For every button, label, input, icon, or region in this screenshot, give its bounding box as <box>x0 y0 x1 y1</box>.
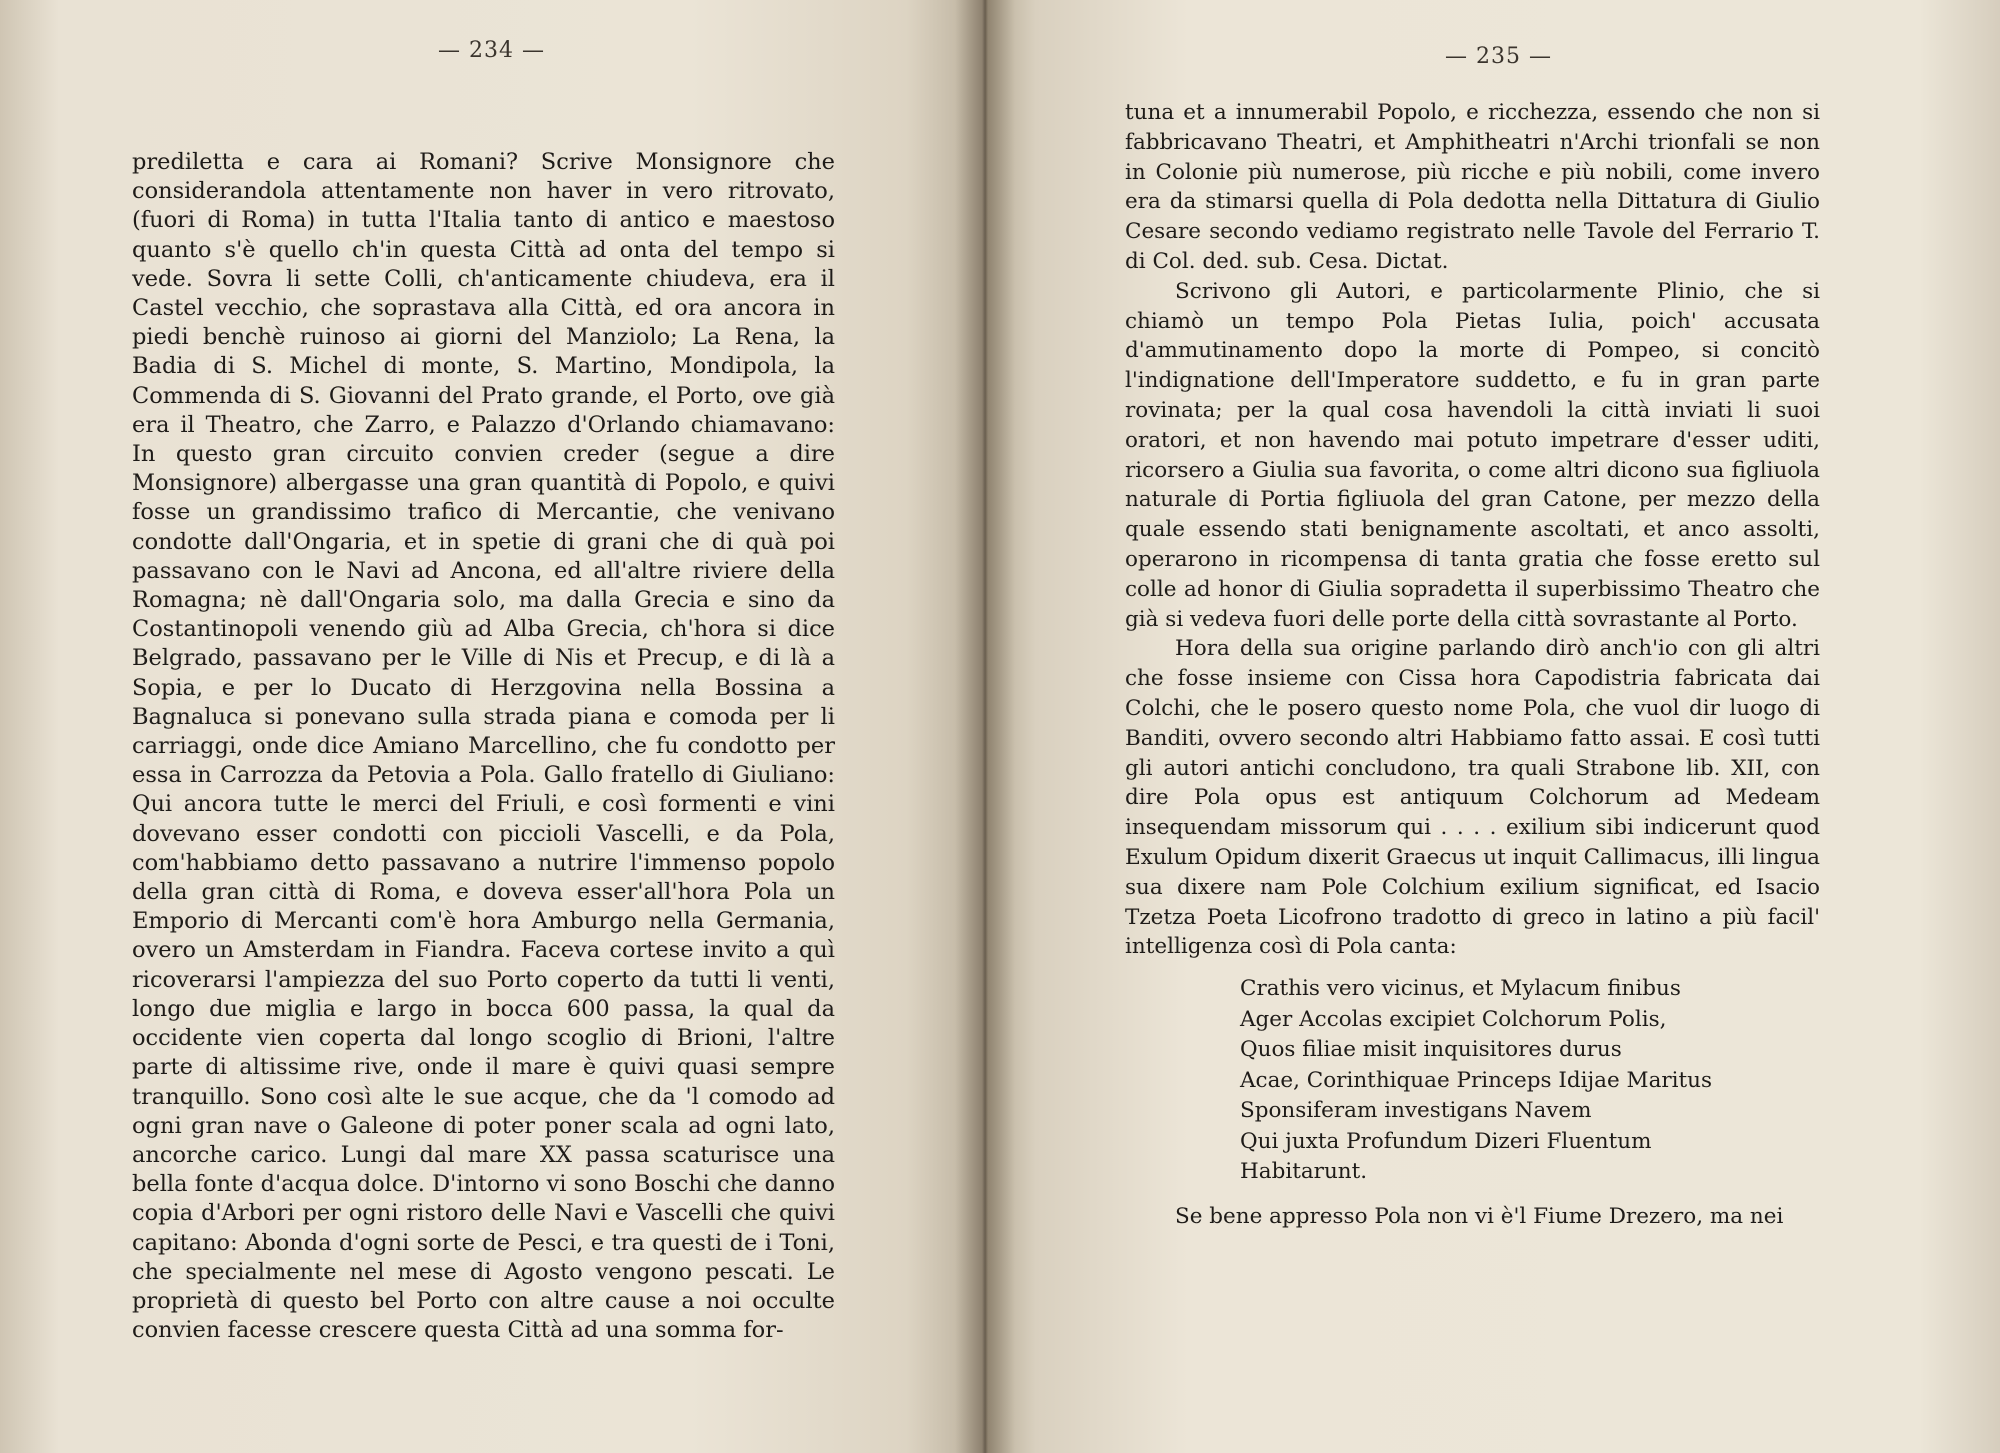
verse-line: Sponsiferam investigans Navem <box>1240 1098 1592 1124</box>
verse-line: Quos filiae misit inquisitores durus <box>1240 1037 1622 1063</box>
verse-line: Ager Accolas excipiet Colchorum Polis, <box>1240 1006 1667 1032</box>
verse-line: Acae, Corinthiquae Princeps Idijae Maritus <box>1240 1067 1713 1093</box>
left-page <box>0 0 985 1453</box>
page-number: — 235 — <box>1445 44 1552 69</box>
right-page <box>985 0 2000 1453</box>
page-text <box>132 148 835 1345</box>
verse-line: Qui juxta Profundum Dizeri Fluentum <box>1240 1128 1652 1154</box>
paragraph: tuna et a innumerabil Popolo, e ricchezza, essendo che non si fabbricavano Theatri, et Amphitheatri n'Archi trionfali se non in Colonie più numerose, più ricche e più nobili, come invero era da stimarsi quella di Pola dedotta nella Dittatura di Giulio Cesare secondo vediamo registrato nelle Tavole del Ferrario T. di Col. ded. sub. Cesa. Dictat. <box>1125 100 1820 274</box>
verse-quotation <box>1240 974 1820 1188</box>
paragraph: prediletta e cara ai Romani? Scrive Monsignore che considerandola attentamente non haver in vero ritrovato, (fuori di Roma) in tutta l'Italia tanto di antico e maestoso quanto s'è quello ch'in questa Città ad onta del tempo si vede. Sovra li sette Colli, ch'anticamente chiudeva, era il Castel vecchio, che soprastava alla Città, ed ora ancora in piedi benchè ruinoso ai giorni del Manziolo; La Rena, la Badia di S. Michel di monte, S. Martino, Mondipola, la Commenda di S. Giovanni del Prato grande, el Porto, ove già era il Theatro, che Zarro, e Palazzo d'Orlando chiamavano: In questo gran circuito convien creder (segue a dire Monsignore) albergasse una gran quantità di Popolo, e quivi fosse un grandissimo trafico di Mercantie, che venivano condotte dall'Ongaria, et in spetie di grani che di quà poi passavano con le Navi ad Ancona, ed all'altre riviere della Romagna; nè dall'Ongaria solo, ma dalla Grecia e sino da Costantinopoli venendo giù ad Alba Grecia, ch'hora si dice Belgrado, passavano per le Ville di Nis et Precup, e di là a Sopia, e per lo Ducato di Herzgovina nella Bossina a Bagnaluca si ponevano sulla strada piana e comoda per li carriaggi, onde dice Amiano Marcellino, che fu condotto per essa in Carrozza da Petovia a Pola. Gallo fratello di Giuliano: Qui ancora tutte le merci del Friuli, e così formenti e vini dovevano esser condotti con piccioli Vascelli, e da Pola, com'habbiamo detto passavano a nutrire l'immenso popolo della gran città di Roma, e doveva esser'all'hora Pola un Emporio di Mercanti com'è hora Amburgo nella Germania, overo un Amsterdam in Fiandra. Faceva cortese invito a quì ricoverarsi l'ampiezza del suo Porto coperto da tutti li venti, longo due miglia e largo in bocca 600 passa, la qual da occidente vien coperta dal longo scoglio di Brioni, l'altre parte di altissime rive, onde il mare è quivi quasi sempre tranquillo. Sono così alte le sue acque, che da 'l comodo ad ogni gran nave o Galeone di poter poner scala ad ogni lato, ancorche carico. Lungi dal mare XX passa scaturisce una bella fonte d'acqua dolce. D'intorno vi sono Boschi che danno copia d'Arbori per ogni ristoro delle Navi e Vascelli che quivi capitano: Abonda d'ogni sorte de Pesci, e tra questi de i Toni, che specialmente nel mese di Agosto vengono pescati. Le proprietà di questo bel Porto con altre cause a noi occulte convien facesse crescere questa Città ad una somma for- <box>132 149 835 1344</box>
page-text <box>1125 98 1820 1231</box>
verse-line: Crathis vero vicinus, et Mylacum finibus <box>1240 976 1681 1002</box>
verse-line: Habitarunt. <box>1240 1159 1368 1185</box>
paragraph: Hora della sua origine parlando dirò anch'io con gli altri che fosse insieme con Cissa hora Capodistria fabricata dai Colchi, che le posero questo nome Pola, che vuol dir luogo di Banditi, ovvero secondo altri Habbiamo fatto assai. E così tutti gli autori antichi concludono, tra quali Strabone lib. XII, con dire Pola opus est antiquum Colchorum ad Medeam insequendam missorum qui . . . . exilium sibi indicerunt quod Exulum Opidum dixerit Graecus ut inquit Callimacus, illi lingua sua dixere nam Pole Colchium exilium significat, ed Isacio Tzetza Poeta Licofrono tradotto di greco in latino a più facil' intelligenza così di Pola canta: <box>1125 636 1820 960</box>
paragraph: Se bene appresso Pola non vi è'l Fiume Drezero, ma nei <box>1175 1203 1784 1229</box>
page-number: — 234 — <box>438 38 545 63</box>
paragraph: Scrivono gli Autori, e particolarmente Plinio, che si chiamò un tempo Pola Pietas Iulia, poich' accusata d'ammutinamento dopo la morte di Pompeo, si concitò l'indignatione dell'Imperatore suddetto, e fu in gran parte rovinata; per la qual cosa havendoli la città inviati li suoi oratori, et non havendo mai potuto impetrare d'esser uditi, ricorsero a Giulia sua favorita, o come altri dicono sua figliuola naturale di Portia figliuola del gran Catone, per mezzo della quale essendo stati benignamente ascoltati, et anco assolti, operarono in ricompensa di tanta gratia che fosse eretto sul colle ad honor di Giulia sopradetta il superbissimo Theatro che già si vedeva fuori delle porte della città sovrastante al Porto. <box>1125 278 1820 632</box>
